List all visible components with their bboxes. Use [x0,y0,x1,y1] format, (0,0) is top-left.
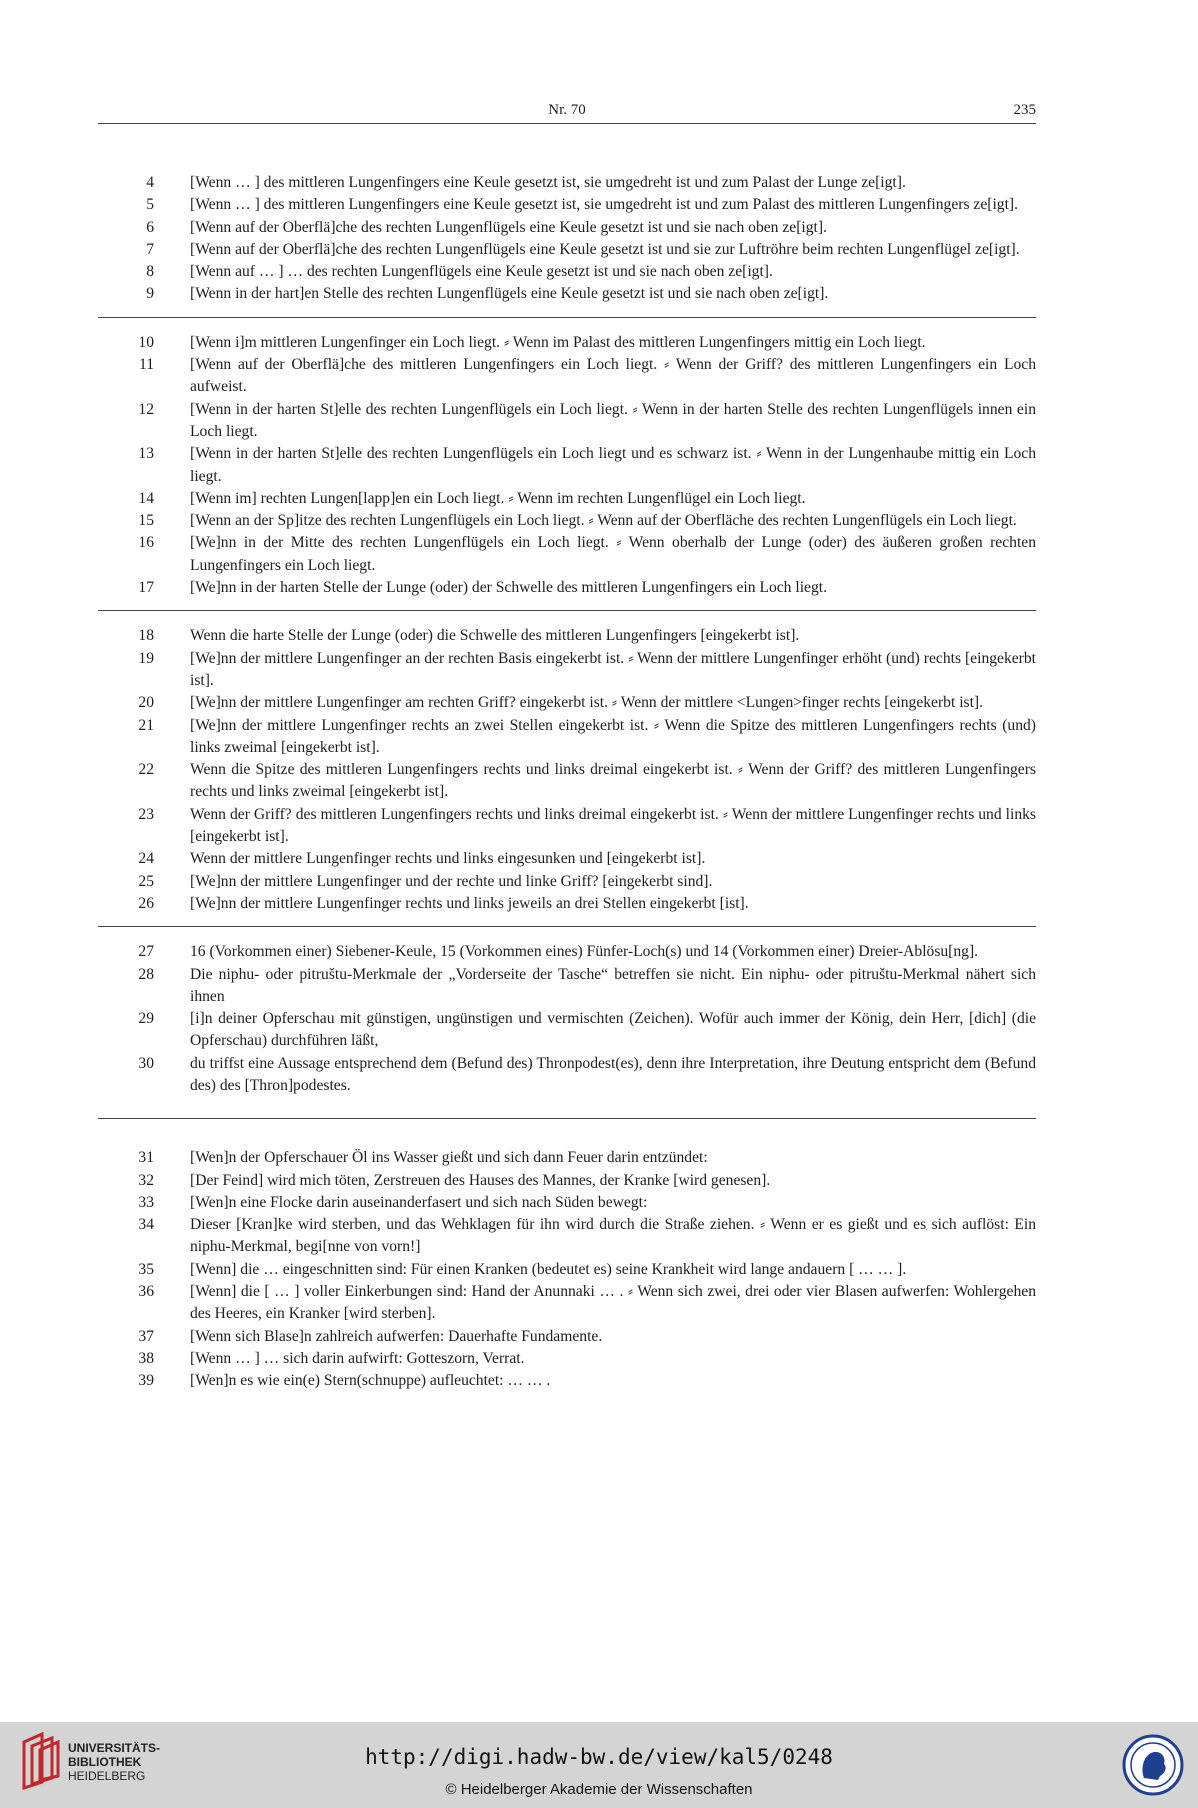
line-number: 17 [138,579,154,597]
line-number: 38 [138,1349,154,1367]
line-text: [Wenn … ] des mittleren Lungenfingers eine Keule gesetzt ist, sie umgedreht ist und zum Palast der Lunge ze[igt]. [190,174,906,191]
line-number: 5 [146,196,154,214]
text-line [98,893,1036,915]
line-text: Dieser [Kran]ke wird sterben, und das Wehklagen für ihn wird durch die Straße ziehen. ⸗ Wenn er es gießt und es sich auflöst: Ein niphu-Merkmal, begi[nne von vorn!] [190,1216,1036,1256]
text-line [98,261,1036,283]
text-line [98,354,1036,399]
line-text: [Wenn in der harten St]elle des rechten Lungenflügels ein Loch liegt. ⸗ Wenn in der harten Stelle des rechten Lungenflügels innen ein Loch liegt. [190,400,1036,440]
text-line [98,692,1036,714]
line-number: 39 [138,1372,154,1390]
text-line [98,804,1036,849]
line-text: [We]nn der mittlere Lungenfinger rechts an zwei Stellen eingekerbt ist. ⸗ Wenn die Spitze des mittleren Lungenfingers rechts (und) links zweimal [eingekerbt ist]. [190,716,1036,756]
line-number: 23 [138,805,154,823]
line-number: 24 [138,850,154,868]
section-5 [98,1147,1036,1403]
text-body [98,172,1036,1418]
line-text: [Wenn … ] … sich darin aufwirft: Gotteszorn, Verrat. [190,1349,525,1367]
line-number: 35 [138,1260,154,1278]
text-line [98,577,1036,599]
line-text: [Wenn auf der Oberflä]che des rechten Lungenflügels eine Keule gesetzt ist und sie zur Luftröhre beim rechten Lungenflügel ze[igt]. [190,240,1020,258]
library-name-line1: UNIVERSITÄTS- [68,1741,161,1755]
section-1 [98,172,1036,318]
line-text: [Wenn in der harten St]elle des rechten Lungenflügels ein Loch liegt und es schwarz ist. ⸗ Wenn in der Lungenhaube mittig ein Loch liegt. [190,445,1036,485]
line-number: 27 [138,943,154,961]
line-text: du triffst eine Aussage entsprechend dem (Befund des) Thronpodest(es), denn ihre Interpretation, ihre Deutung entspricht dem (Befund des) des [Thron]podestes. [190,1054,1036,1094]
line-text: [i]n deiner Opferschau mit günstigen, ungünstigen und vermischten (Zeichen). Wofür auch immer der König, dein Herr, [dich] (die Opferschau) durchführen läßt, [190,1010,1036,1050]
text-line [98,1192,1036,1214]
line-number: 16 [138,534,154,552]
line-text: [Wenn sich Blase]n zahlreich aufwerfen: Dauerhafte Fundamente. [190,1327,603,1345]
line-number: 15 [138,512,154,530]
text-line [98,488,1036,510]
line-number: 10 [138,333,154,351]
text-line [98,848,1036,870]
footer-bar [0,1722,1198,1808]
line-number: 25 [138,872,154,890]
text-line [98,532,1036,577]
line-number: 19 [138,649,154,667]
line-text: [We]nn der mittlere Lungenfinger an der rechten Basis eingekerbt ist. ⸗ Wenn der mittlere Lungenfinger erhöht (und) rechts [eingekerbt ist]. [190,649,1036,689]
line-number: 4 [146,174,154,191]
line-number: 26 [138,894,154,912]
line-text: [Der Feind] wird mich töten, Zerstreuen des Hauses des Mannes, der Kranke [wird genesen]. [190,1171,771,1189]
line-number: 8 [146,263,154,281]
line-text: [Wenn … ] des mittleren Lungenfingers eine Keule gesetzt ist, sie umgedreht ist und zum Palast des mittleren Lungenfingers ze[igt]. [190,196,1019,214]
text-line [98,1370,1036,1392]
line-number: 12 [138,400,154,418]
line-number: 21 [138,716,154,734]
line-number: 20 [138,694,154,712]
copyright-notice: © Heidelberger Akademie der Wissenschaften [445,1781,753,1798]
line-text: [Wenn] die … eingeschnitten sind: Für einen Kranken (bedeutet es) seine Krankheit wird lange andauern [ … … ]. [190,1260,907,1278]
line-number: 14 [138,489,154,507]
permalink-url[interactable]: http://digi.hadw-bw.de/view/kal5/0248 [365,1745,833,1769]
line-number: 37 [138,1327,154,1345]
line-text: [Wen]n der Opferschauer Öl ins Wasser gießt und sich dann Feuer darin entzündet: [190,1149,708,1167]
text-line [98,399,1036,444]
line-text: [Wenn i]m mittleren Lungenfinger ein Loch liegt. ⸗ Wenn im Palast des mittleren Lungenfingers mittig ein Loch liegt. [190,333,926,351]
library-name-line2: BIBLIOTHEK [68,1755,142,1769]
line-text: [Wenn im] rechten Lungen[lapp]en ein Loch liegt. ⸗ Wenn im rechten Lungenflügel ein Loch liegt. [190,489,806,507]
text-line [98,964,1036,1009]
text-line [98,443,1036,488]
text-line [98,1170,1036,1192]
text-line [98,239,1036,261]
text-line [98,217,1036,239]
line-text: [Wenn in der hart]en Stelle des rechten Lungenflügels eine Keule gesetzt ist und sie nach oben ze[igt]. [190,285,829,303]
line-text: [Wen]n es wie ein(e) Stern(schnuppe) aufleuchtet: … … . [190,1372,551,1390]
text-line [98,759,1036,804]
text-line [98,1214,1036,1259]
text-line [98,1053,1036,1098]
section-2 [98,332,1036,612]
line-text: [We]nn der mittlere Lungenfinger rechts und links jeweils an drei Stellen eingekerbt [ist]. [190,894,749,912]
line-number: 22 [138,761,154,779]
text-line [98,1147,1036,1169]
line-text: [Wen]n eine Flocke darin auseinanderfasert und sich nach Süden bewegt: [190,1193,648,1211]
text-line [98,625,1036,647]
line-text: Wenn der Griff? des mittleren Lungenfingers rechts und links dreimal eingekerbt ist. ⸗ Wenn der mittlere Lungenfinger rechts und links [eingekerbt ist]. [190,805,1036,846]
text-line [98,283,1036,305]
page-number: 235 [1013,102,1036,118]
line-text: [We]nn der mittlere Lungenfinger und der rechte und linke Griff? [eingekerbt sind]. [190,872,713,890]
line-text: [We]nn in der harten Stelle der Lunge (oder) der Schwelle des mittleren Lungenfingers ein Loch liegt. [190,579,827,597]
line-text: [Wenn auf … ] … des rechten Lungenflügels eine Keule gesetzt ist und sie nach oben ze[igt]. [190,263,773,281]
running-title: Nr. 70 [548,102,586,118]
text-line [98,1326,1036,1348]
text-line [98,1008,1036,1053]
line-text: [Wenn auf der Oberflä]che des rechten Lungenflügels eine Keule gesetzt ist und sie nach oben ze[igt]. [190,218,827,236]
line-number: 29 [138,1010,154,1028]
line-number: 30 [138,1054,154,1072]
line-text: Wenn die harte Stelle der Lunge (oder) die Schwelle des mittleren Lungenfingers [eingekerbt ist]. [190,627,800,645]
line-text: [Wenn] die [ … ] voller Einkerbungen sind: Hand der Anunnaki … . ⸗ Wenn sich zwei, drei oder vier Blasen aufwerfen: Wohlergehen des Heeres, ein Kranker [wird sterben]. [190,1283,1036,1323]
line-number: 36 [138,1283,154,1301]
line-text: [Wenn auf der Oberflä]che des mittleren Lungenfingers ein Loch liegt. ⸗ Wenn der Griff? des mittleren Lungenfingers ein Loch aufweist. [190,356,1036,396]
text-line [98,941,1036,963]
line-number: 34 [138,1216,154,1234]
text-line [98,1281,1036,1326]
line-number: 13 [138,445,154,463]
line-number: 7 [146,240,154,258]
line-text: [Wenn an der Sp]itze des rechten Lungenflügels ein Loch liegt. ⸗ Wenn auf der Oberfläche des rechten Lungenflügels ein Loch liegt. [190,512,1017,530]
text-line [98,715,1036,760]
text-line [98,1348,1036,1370]
line-text: Die niphu- oder pitruštu-Merkmale der „Vorderseite der Tasche“ betreffen sie nicht. Ein niphu- oder pitruštu-Merkmal nähert sich ihnen [190,965,1036,1005]
line-number: 6 [146,218,154,236]
text-line [98,332,1036,354]
text-line [98,194,1036,216]
academy-seal-icon[interactable] [1122,1734,1184,1796]
line-text: 16 (Vorkommen einer) Siebener-Keule, 15 (Vorkommen eines) Fünfer-Loch(s) und 14 (Vorkommen einer) Dreier-Ablösu[ng]. [190,943,979,961]
line-number: 11 [138,356,154,374]
page-header [98,102,1036,124]
line-number: 9 [146,285,154,303]
line-text: Wenn der mittlere Lungenfinger rechts und links eingesunken und [eingekerbt ist]. [190,850,706,868]
line-text: [We]nn in der Mitte des rechten Lungenflügels ein Loch liegt. ⸗ Wenn oberhalb der Lunge (oder) des äußeren großen rechten Lungenfingers ein Loch liegt. [190,534,1036,574]
text-line [98,871,1036,893]
text-line [98,648,1036,693]
section-4 [98,941,1036,1119]
line-number: 28 [138,965,154,983]
text-line [98,510,1036,532]
line-number: 32 [138,1171,154,1189]
line-number: 18 [138,627,154,645]
line-number: 31 [138,1149,154,1167]
text-line [98,172,1036,194]
library-name-line3: HEIDELBERG [68,1769,146,1783]
line-text: [We]nn der mittlere Lungenfinger am rechten Griff? eingekerbt ist. ⸗ Wenn der mittlere <Lungen>finger rechts [eingekerbt ist]. [190,694,984,712]
section-3 [98,625,1036,927]
line-text: Wenn die Spitze des mittleren Lungenfingers rechts und links dreimal eingekerbt ist. ⸗ Wenn der Griff? des mittleren Lungenfingers rechts und links zweimal [eingekerbt ist]. [190,761,1036,801]
text-line [98,1259,1036,1281]
line-number: 33 [138,1193,154,1211]
